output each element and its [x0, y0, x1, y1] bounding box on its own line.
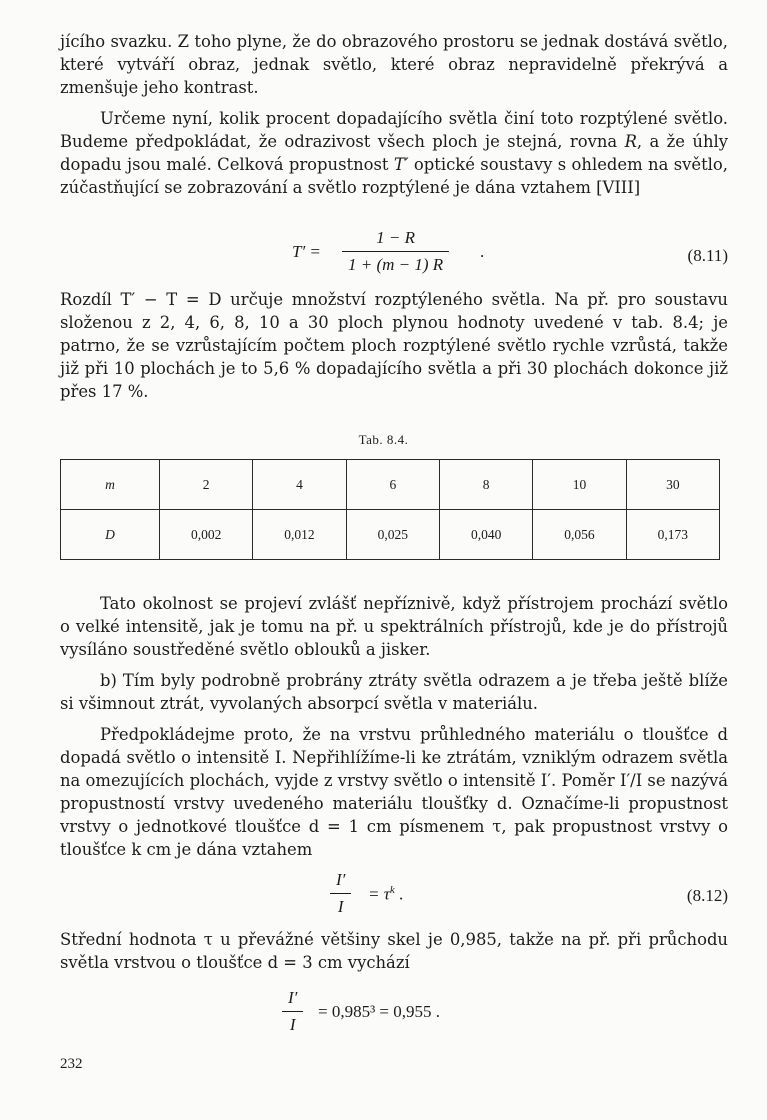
- paragraph-scattered-light: Určeme nyní, kolik procent dopadajícího světla činí toto rozptýlené světlo. Budeme předpokládat, že odrazivost všech ploch je stejná, rovna R, a že úhly dopadu jsou malé. Celková propustnost T′ optické soustavy s ohledem na světlo, zúčastňující se zobrazování a světlo rozptýlené je dána vztahem [VIII]: [60, 109, 728, 197]
- paragraph-absorption: b) Tím byly podrobně probrány ztráty světla odrazem a je třeba ještě blíže si všimnout ztrát, vyvolaných absorpcí světla v materiálu.: [60, 671, 728, 713]
- equation-numerator: I′: [288, 988, 298, 1007]
- table-cell: 0,056: [533, 510, 626, 560]
- paragraph-difference: Rozdíl T′ − T = D určuje množství rozptýleného světla. Na př. pro soustavu složenou z 2, 4, 6, 8, 10 a 30 ploch plynou hodnoty uvedené v tab. 8.4; je patrno, že se vzrůstajícím počtem ploch rozptýlené světlo rychle vzrůstá, takže již při 10 plochách je to 5,6 % dopadajícího světla a při 30 plochách dokonce již přes 17 %.: [60, 290, 728, 401]
- equation-fraction: [282, 988, 303, 1035]
- fraction-bar: [342, 251, 449, 252]
- page-number: 232: [60, 1056, 83, 1072]
- equation-number: (8.11): [687, 246, 728, 265]
- fraction-bar: [330, 893, 351, 894]
- equation-fraction: [342, 228, 449, 275]
- equation-numerator: I′: [336, 870, 346, 889]
- paragraph-transmittance: Předpokládejme proto, že na vrstvu průhledného materiálu o tloušťce d dopadá světlo o intensitě I. Nepřihlížíme-li ke ztrátám, vzniklým odrazem světla na omezujících plochách, vyjde z vrstvy světlo o intensitě I′. Poměr I′/I se nazývá propustností vrstvy uvedeného materiálu tloušťky d. Označíme-li propustnost vrstvy o jednotkové tloušťce d = 1 cm písmenem τ, pak propustnost vrstvy o tloušťce k cm je dána vztahem: [60, 725, 728, 859]
- fraction-bar: [282, 1011, 303, 1012]
- table-cell: 6: [346, 460, 439, 510]
- middle-text-block: [60, 288, 728, 403]
- table-row-d: [61, 510, 720, 560]
- paragraph-intensity: Tato okolnost se projeví zvlášť nepříznivě, když přístrojem prochází světlo o velké intensitě, jak je tomu na př. u spektrálních přístrojů, kde je do přístrojů vysíláno soustředěné světlo oblouků a jisker.: [60, 594, 728, 659]
- equation-number: (8.12): [686, 886, 728, 905]
- table-cell: 4: [253, 460, 346, 510]
- lower-text-block: [60, 592, 728, 861]
- table-cell: 0,002: [160, 510, 253, 560]
- paragraph-continuation: jícího svazku. Z toho plyne, že do obrazového prostoru se jednak dostává světlo, které vytváří obraz, jednak světlo, které obraz nepravidelně překrývá a zmenšuje jeho kontrast.: [60, 32, 728, 97]
- equation-denominator: I: [289, 1015, 296, 1034]
- final-text-block: [60, 928, 728, 974]
- table-cell: 10: [533, 460, 626, 510]
- table-cell: 2: [160, 460, 253, 510]
- table-caption: Tab. 8.4.: [358, 432, 409, 447]
- table-8-4: [60, 459, 720, 560]
- equation-denominator: 1 + (m − 1) R: [348, 255, 444, 274]
- table-cell: 0,025: [346, 510, 439, 560]
- equation-denominator: I: [337, 897, 344, 916]
- equation-rhs: = $\tau^k$ .: [368, 884, 404, 904]
- equation-trail: .: [480, 242, 485, 261]
- equation-final: [60, 988, 728, 1038]
- equation-fraction: [330, 870, 351, 917]
- paragraph-mean-value: Střední hodnota τ u převážné většiny skel je 0,985, takže na př. při průchodu světla vrstvou o tloušťce d = 3 cm vychází: [60, 930, 728, 972]
- equation-rhs: = 0,985³ = 0,955 .: [318, 1002, 441, 1021]
- table-cell: 0,173: [626, 510, 719, 560]
- table-cell: 0,012: [253, 510, 346, 560]
- top-text-block: [60, 30, 728, 199]
- table-cell: 8: [439, 460, 532, 510]
- table-row-m: [61, 460, 720, 510]
- table-cell: 0,040: [439, 510, 532, 560]
- equation-numerator: 1 − R: [376, 228, 416, 247]
- equation-8-12: [60, 870, 728, 920]
- equation-lhs: T′ =: [292, 242, 321, 261]
- equation-8-11: [60, 228, 728, 284]
- table-cell: 30: [626, 460, 719, 510]
- row-label-m: m: [61, 460, 160, 510]
- row-label-d: D: [61, 510, 160, 560]
